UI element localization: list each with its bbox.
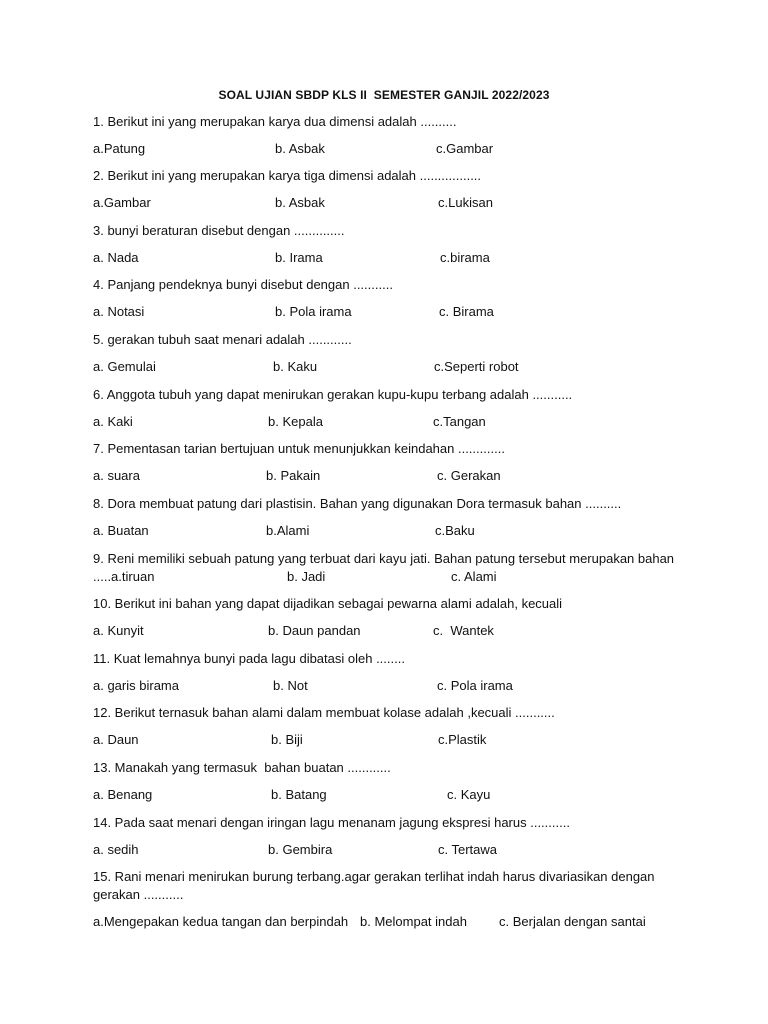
- q5-option-c: c.Seperti robot: [434, 359, 519, 374]
- question-7: 7. Pementasan tarian bertujuan untuk menunjukkan keindahan .............: [93, 441, 505, 456]
- question-12: 12. Berikut ternasuk bahan alami dalam membuat kolase adalah ,kecuali ...........: [93, 705, 555, 720]
- q9-option-b: b. Jadi: [287, 569, 326, 584]
- q13-option-b: b. Batang: [271, 787, 327, 802]
- q11-option-c: c. Pola irama: [437, 678, 513, 693]
- q3-option-a: a. Nada: [93, 250, 139, 265]
- q7-option-c: c. Gerakan: [437, 468, 501, 483]
- q7-option-a: a. suara: [93, 468, 140, 483]
- q14-option-c: c. Tertawa: [438, 842, 498, 857]
- q1-option-b: b. Asbak: [275, 141, 325, 156]
- q12-option-c: c.Plastik: [438, 732, 487, 747]
- q2-option-b: b. Asbak: [275, 195, 325, 210]
- q3-option-b: b. Irama: [275, 250, 323, 265]
- q3-option-c: c.birama: [440, 250, 490, 265]
- question-8: 8. Dora membuat patung dari plastisin. Bahan yang digunakan Dora termasuk bahan ..........: [93, 496, 622, 511]
- q12-option-b: b. Biji: [271, 732, 303, 747]
- question-15: 15. Rani menari menirukan burung terbang.agar gerakan terlihat indah harus divariasikan dengan: [93, 869, 655, 884]
- q6-option-a: a. Kaki: [93, 414, 133, 429]
- question-11: 11. Kuat lemahnya bunyi pada lagu dibatasi oleh ........: [93, 651, 405, 666]
- question-13: 13. Manakah yang termasuk bahan buatan ............: [93, 760, 391, 775]
- q8-option-a: a. Buatan: [93, 523, 149, 538]
- q2-option-a: a.Gambar: [93, 195, 151, 210]
- q6-option-c: c.Tangan: [433, 414, 486, 429]
- q2-option-c: c.Lukisan: [438, 195, 493, 210]
- q14-option-a: a. sedih: [93, 842, 139, 857]
- q8-option-c: c.Baku: [435, 523, 475, 538]
- q8-option-b: b.Alami: [266, 523, 310, 538]
- question-4: 4. Panjang pendeknya bunyi disebut dengan ...........: [93, 277, 393, 292]
- q13-option-c: c. Kayu: [447, 787, 491, 802]
- q1-option-c: c.Gambar: [436, 141, 494, 156]
- q15-option-c: c. Berjalan dengan santai: [499, 914, 646, 929]
- q6-option-b: b. Kepala: [268, 414, 323, 429]
- q10-option-c: c. Wantek: [433, 623, 494, 638]
- q7-option-b: b. Pakain: [266, 468, 321, 483]
- q11-option-a: a. garis birama: [93, 678, 179, 693]
- q4-option-b: b. Pola irama: [275, 304, 352, 319]
- question-9: 9. Reni memiliki sebuah patung yang terbuat dari kayu jati. Bahan patung tersebut merupakan bahan: [93, 551, 675, 566]
- question-3: 3. bunyi beraturan disebut dengan ..............: [93, 223, 345, 238]
- q5-option-b: b. Kaku: [273, 359, 318, 374]
- q9-option-a: .....a.tiruan: [93, 569, 155, 584]
- question-14: 14. Pada saat menari dengan iringan lagu menanam jagung ekspresi harus ...........: [93, 815, 570, 830]
- q4-option-c: c. Birama: [439, 304, 494, 319]
- q5-option-a: a. Gemulai: [93, 359, 156, 374]
- question-15-continued: gerakan ...........: [93, 887, 184, 902]
- q15-option-a: a.Mengepakan kedua tangan dan berpindah: [93, 914, 349, 929]
- q15-option-b: b. Melompat indah: [360, 914, 467, 929]
- q14-option-b: b. Gembira: [268, 842, 333, 857]
- question-6: 6. Anggota tubuh yang dapat menirukan gerakan kupu-kupu terbang adalah ...........: [93, 387, 573, 402]
- question-5: 5. gerakan tubuh saat menari adalah ............: [93, 332, 352, 347]
- page-title: SOAL UJIAN SBDP KLS II SEMESTER GANJIL 2022/2023: [218, 88, 550, 102]
- q11-option-b: b. Not: [273, 678, 308, 693]
- q9-option-c: c. Alami: [451, 569, 497, 584]
- q10-option-a: a. Kunyit: [93, 623, 144, 638]
- question-10: 10. Berikut ini bahan yang dapat dijadikan sebagai pewarna alami adalah, kecuali: [93, 596, 563, 611]
- q1-option-a: a.Patung: [93, 141, 146, 156]
- q12-option-a: a. Daun: [93, 732, 139, 747]
- question-2: 2. Berikut ini yang merupakan karya tiga dimensi adalah .................: [93, 168, 482, 183]
- q13-option-a: a. Benang: [93, 787, 153, 802]
- question-1: 1. Berikut ini yang merupakan karya dua dimensi adalah ..........: [93, 114, 457, 129]
- q10-option-b: b. Daun pandan: [268, 623, 361, 638]
- q4-option-a: a. Notasi: [93, 304, 145, 319]
